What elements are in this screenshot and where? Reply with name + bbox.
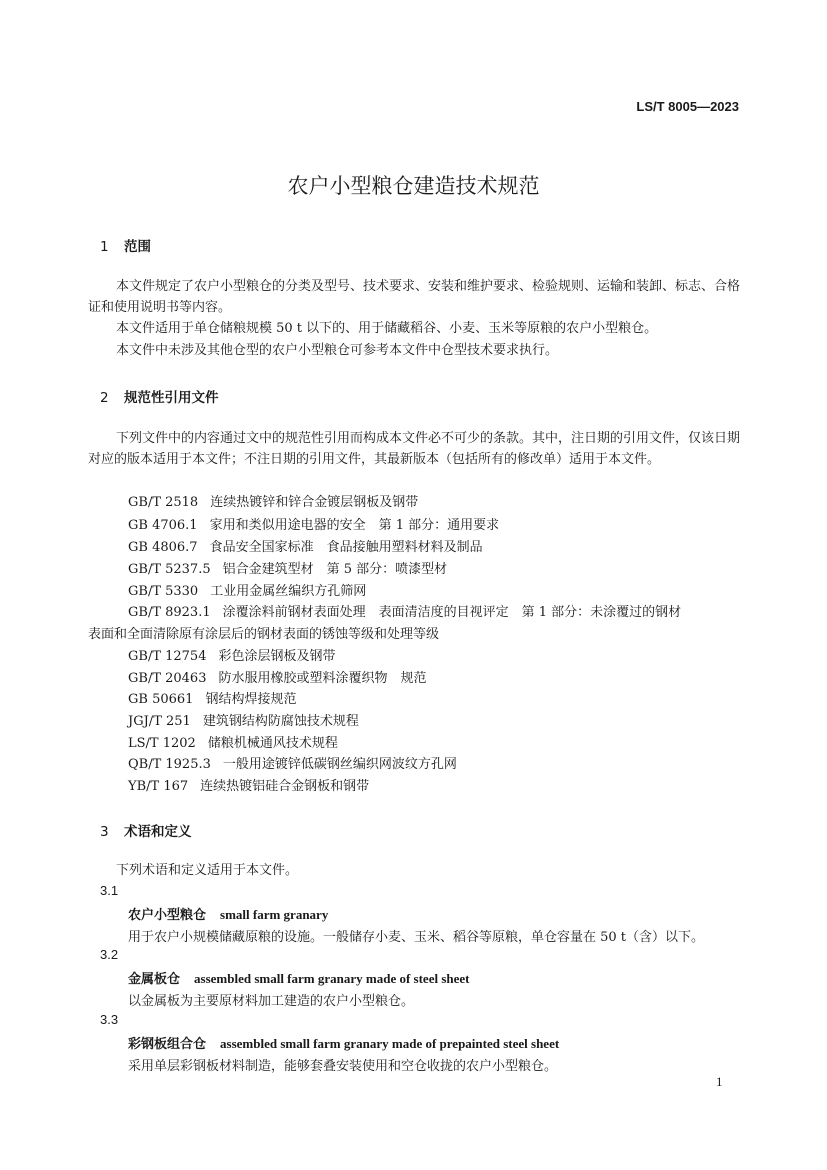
terms-intro: 下列术语和定义适用于本文件。 <box>116 863 299 878</box>
section-number: 2 <box>100 390 109 406</box>
reference-item <box>128 645 336 664</box>
term-number: 3.1 <box>100 883 119 898</box>
reference-title: 建筑钢结构防腐蚀技术规程 <box>202 714 359 729</box>
reference-title: 防水服用橡胶或塑料涂覆织物 规范 <box>218 671 427 686</box>
reference-item <box>128 688 296 707</box>
reference-item <box>128 775 369 794</box>
reference-code: GB/T 12754 <box>128 649 207 664</box>
section-title: 规范性引用文件 <box>124 390 219 406</box>
reference-item <box>128 491 418 510</box>
term-zh: 彩钢板组合仓 <box>128 1037 207 1052</box>
reference-title-continuation: 表面和全面清除原有涂层后的钢材表面的锈蚀等级和处理等级 <box>88 627 440 642</box>
section-title: 术语和定义 <box>124 824 192 840</box>
reference-title: 家用和类似用途电器的安全 第 1 部分：通用要求 <box>209 518 500 533</box>
reference-item <box>128 601 681 620</box>
reference-title: 涂覆涂料前钢材表面处理 表面清洁度的目视评定 第 1 部分：未涂覆过的钢材 <box>222 605 682 620</box>
document-title: 农户小型粮仓建造技术规范 <box>287 174 540 198</box>
reference-code: QB/T 1925.3 <box>128 757 211 772</box>
reference-code: LS/T 1202 <box>128 736 196 751</box>
reference-code: GB 4706.1 <box>128 518 198 533</box>
section-heading-terms-and-definitions <box>100 820 192 840</box>
section-number: 3 <box>100 824 109 840</box>
term-heading <box>128 968 470 987</box>
standard-code: LS/T 8005—2023 <box>636 99 739 114</box>
term-definition: 以金属板为主要原材料加工建造的农户小型粮仓。 <box>128 994 415 1009</box>
reference-code: YB/T 167 <box>128 779 189 794</box>
reference-code: GB/T 20463 <box>128 671 207 686</box>
reference-item <box>128 732 338 751</box>
reference-title: 食品安全国家标准 食品接触用塑料材料及制品 <box>209 540 483 555</box>
section-title: 范围 <box>124 239 151 255</box>
reference-item <box>128 514 499 533</box>
section-number: 1 <box>100 239 109 255</box>
term-zh: 农户小型粮仓 <box>128 908 207 923</box>
reference-title: 一般用途镀锌低碳钢丝编织网波纹方孔网 <box>222 757 457 772</box>
reference-code: GB 50661 <box>128 692 194 707</box>
term-number: 3.3 <box>100 1012 119 1027</box>
reference-title: 连续热镀铝硅合金钢板和钢带 <box>200 779 370 794</box>
section-heading-normative-references <box>100 386 219 406</box>
reference-code: GB/T 2518 <box>128 495 199 510</box>
term-zh: 金属板仓 <box>128 972 181 987</box>
term-definition: 采用单层彩钢板材料制造，能够套叠安装使用和空仓收拢的农户小型粮仓。 <box>128 1059 558 1074</box>
reference-item <box>128 580 366 599</box>
scope-paragraph-2: 本文件适用于单仓储粮规模 50 t 以下的、用于储藏稻谷、小麦、玉米等原粮的农户小型粮仓。 <box>116 321 658 336</box>
reference-code: GB/T 8923.1 <box>128 605 211 620</box>
reference-item <box>128 536 483 555</box>
section-heading-scope <box>100 235 151 255</box>
reference-code: JGJ/T 251 <box>128 714 191 729</box>
reference-code: GB 4806.7 <box>128 540 198 555</box>
term-en: small farm granary <box>220 907 329 922</box>
term-heading <box>128 904 328 923</box>
references-intro: 下列文件中的内容通过文中的规范性引用而构成本文件必不可少的条款。其中，注日期的引用文件，仅该日期对应的版本适用于本文件；不注日期的引用文件，其最新版本（包括所有的修改单）适用于本文件。 <box>88 431 741 467</box>
reference-title: 钢结构焊接规范 <box>205 692 297 707</box>
reference-code: GB/T 5330 <box>128 584 199 599</box>
term-en: assembled small farm granary made of prepainted steel sheet <box>220 1036 560 1051</box>
term-number: 3.2 <box>100 947 119 962</box>
reference-item <box>128 753 457 772</box>
reference-item <box>128 558 447 577</box>
reference-title: 储粮机械通风技术规程 <box>207 736 338 751</box>
reference-title: 连续热镀锌和锌合金镀层钢板及钢带 <box>210 495 419 510</box>
reference-code: GB/T 5237.5 <box>128 562 211 577</box>
page-number: 1 <box>716 1074 723 1089</box>
reference-item <box>128 710 359 729</box>
reference-title: 工业用金属丝编织方孔筛网 <box>210 584 367 599</box>
term-en: assembled small farm granary made of steel sheet <box>194 971 470 986</box>
reference-item <box>128 667 427 686</box>
scope-paragraph-1: 本文件规定了农户小型粮仓的分类及型号、技术要求、安装和维护要求、检验规则、运输和装卸、标志、合格证和使用说明书等内容。 <box>88 279 741 315</box>
scope-paragraph-3: 本文件中未涉及其他仓型的农户小型粮仓可参考本文件中仓型技术要求执行。 <box>116 343 559 358</box>
term-heading <box>128 1033 559 1052</box>
reference-title: 铝合金建筑型材 第 5 部分：喷漆型材 <box>222 562 448 577</box>
term-definition: 用于农户小规模储藏原粮的设施。一般储存小麦、玉米、稻谷等原粮，单仓容量在 50 t（含）以下。 <box>128 930 705 945</box>
reference-title: 彩色涂层钢板及钢带 <box>218 649 336 664</box>
